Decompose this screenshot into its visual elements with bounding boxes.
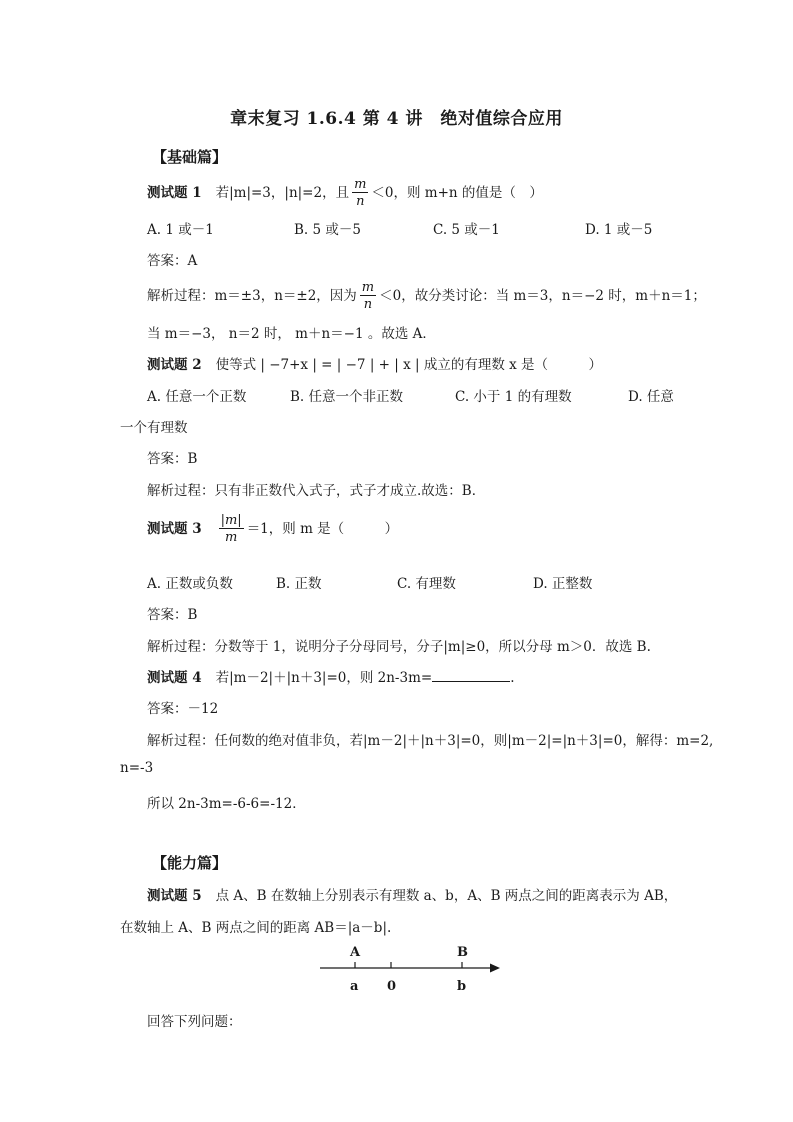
explanation-text: 解析过程：m＝±3，n＝±2，因为 bbox=[147, 288, 357, 304]
value-b-label: b bbox=[457, 979, 467, 994]
fraction-denominator: m bbox=[224, 530, 238, 545]
question-3-stem-post: ＝1，则 m 是（ ） bbox=[246, 521, 399, 537]
question-4-label: 测试题 4 bbox=[147, 670, 202, 686]
question-1-stem-pre: 若|m|=3，|n|=2，且 bbox=[215, 185, 350, 201]
question-1-option-a: A. 1 或－1 bbox=[147, 222, 214, 238]
question-1-explanation-2: 当 m＝−3， n＝2 时， m＋n＝−1 。故选 A． bbox=[147, 326, 436, 342]
section-ability-heading: 【能力篇】 bbox=[152, 854, 228, 872]
question-2-stem: 使等式 | −7+x | = | −7 | + | x | 成立的有理数 x 是（ ） bbox=[215, 357, 603, 373]
question-1-option-b: B. 5 或－5 bbox=[294, 222, 361, 238]
explanation-text: ＜0，故分类讨论：当 m＝3，n＝−2 时，m＋n＝1； bbox=[379, 288, 706, 304]
point-a-label: A bbox=[350, 945, 361, 960]
fraction-denominator: n bbox=[356, 194, 365, 209]
question-3-answer: 答案：B bbox=[147, 607, 198, 623]
fraction-numerator: m bbox=[361, 280, 375, 295]
question-2-answer: 答案：B bbox=[147, 451, 198, 467]
question-5-stem-2: 在数轴上 A、B 两点之间的距离 AB＝|a－b|. bbox=[120, 920, 392, 936]
question-4-stem-end: . bbox=[510, 670, 515, 686]
question-1-option-c: C. 5 或－1 bbox=[433, 222, 500, 238]
fraction-denominator: n bbox=[363, 297, 373, 312]
question-1-label: 测试题 1 bbox=[147, 185, 202, 201]
question-2-explanation: 解析过程：只有非正数代入式子，式子才成立.故选：B． bbox=[147, 483, 486, 499]
question-4-stem: 若|m－2|＋|n＋3|=0，则 2n-3m= bbox=[215, 670, 433, 686]
question-1-answer: 答案：A bbox=[147, 253, 198, 269]
question-1-option-d: D. 1 或－5 bbox=[585, 222, 653, 238]
question-3-label: 测试题 3 bbox=[147, 521, 202, 537]
question-5-stem-1: 点 A、B 在数轴上分别表示有理数 a、b，A、B 两点之间的距离表示为 AB， bbox=[215, 888, 678, 904]
question-4-explanation-1: 解析过程：任何数的绝对值非负，若|m－2|＋|n＋3|=0，则|m－2|=|n＋3|=0，解得：m=2, bbox=[147, 733, 714, 749]
point-b-label: B bbox=[457, 945, 468, 960]
question-2-option-d-wrap: 一个有理数 bbox=[120, 420, 188, 436]
arrow-icon bbox=[490, 964, 500, 973]
question-2-option-b: B. 任意一个非正数 bbox=[290, 389, 404, 405]
question-3-explanation: 解析过程：分数等于 1，说明分子分母同号，分子|m|≥0，所以分母 m＞0．故选 B. bbox=[147, 639, 651, 655]
question-3-option-d: D. 正整数 bbox=[533, 576, 593, 592]
question-5-prompt: 回答下列问题： bbox=[147, 1014, 242, 1030]
value-a-label: a bbox=[350, 979, 359, 994]
question-2-option-c: C. 小于 1 的有理数 bbox=[455, 389, 572, 405]
question-2-option-d: D. 任意 bbox=[628, 389, 674, 405]
question-4-explanation-3: 所以 2n-3m=-6-6=-12． bbox=[147, 796, 306, 812]
question-4-explanation-2: n=-3 bbox=[120, 760, 154, 776]
question-2-label: 测试题 2 bbox=[147, 357, 202, 373]
question-2-option-a: A. 任意一个正数 bbox=[147, 389, 247, 405]
section-basic-heading: 【基础篇】 bbox=[152, 148, 228, 166]
question-5-label: 测试题 5 bbox=[147, 888, 202, 904]
fraction-numerator: |m| bbox=[220, 513, 242, 528]
question-3-option-c: C. 有理数 bbox=[397, 576, 456, 592]
question-3-option-b: B. 正数 bbox=[276, 576, 322, 592]
question-3-option-a: A. 正数或负数 bbox=[147, 576, 233, 592]
page-title: 章末复习 1.6.4 第 4 讲 绝对值综合应用 bbox=[230, 109, 563, 129]
fraction-numerator: m bbox=[354, 177, 367, 192]
question-1-stem-post: ＜0，则 m+n 的值是（ ） bbox=[371, 185, 543, 201]
question-4-answer: 答案：－12 bbox=[147, 701, 219, 717]
value-zero-label: 0 bbox=[387, 979, 397, 994]
